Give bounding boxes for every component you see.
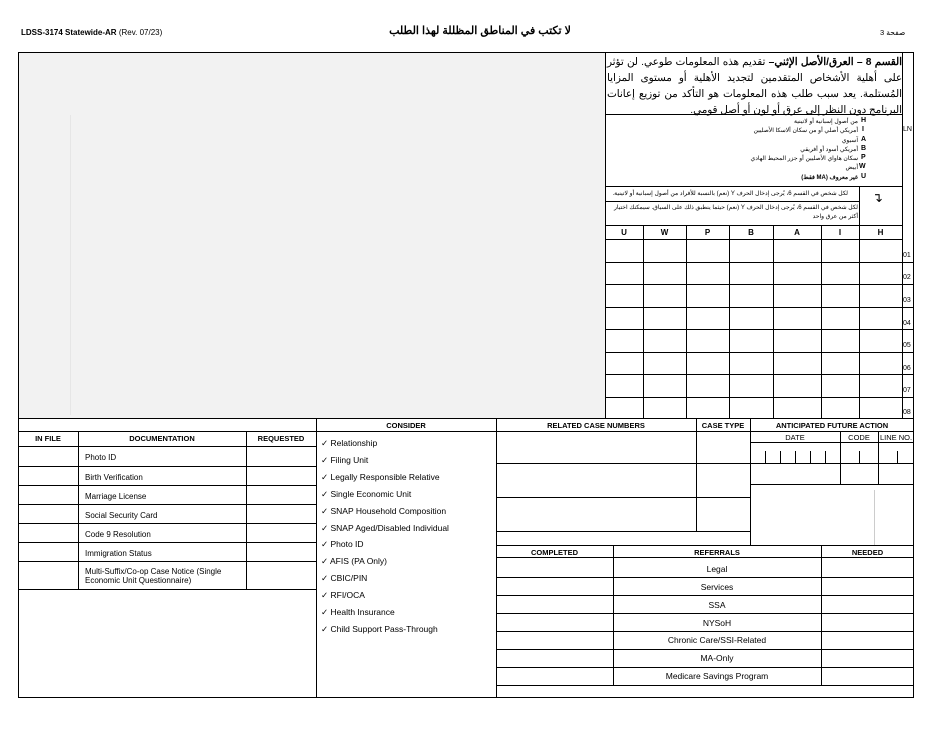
divider: [750, 442, 914, 443]
referral-nysoh: NYSoH: [702, 618, 732, 628]
grid-row-line: [605, 307, 913, 308]
referral-legal: Legal: [706, 564, 728, 574]
consider-snap-aged-disabled: ✓ SNAP Aged/Disabled Individual: [321, 523, 449, 533]
date-tick: [780, 451, 781, 463]
grid-col-line: [643, 225, 644, 418]
lower-section-top: [18, 418, 914, 419]
shaded-office-area: [19, 53, 605, 418]
ref-row-line: [496, 667, 914, 668]
grid-row-line: [605, 352, 913, 353]
date-tick: [765, 451, 766, 463]
divider: [878, 431, 879, 484]
consider-rfi-oca: ✓ RFI/OCA: [321, 590, 365, 600]
divider: [605, 186, 902, 187]
grid-row-line: [605, 262, 913, 263]
divider: [496, 545, 914, 546]
in-file-header: IN FILE: [35, 434, 61, 443]
section8-intro: [607, 55, 902, 119]
divider: [874, 490, 875, 545]
case-type-header: CASE TYPE: [701, 421, 745, 430]
documentation-header: DOCUMENTATION: [129, 434, 195, 443]
row-number-04: 04: [903, 320, 911, 327]
section8-title: القسم 8 – العرق/الأصل الإثني–: [768, 57, 903, 68]
divider: [696, 418, 697, 531]
divider: [316, 431, 496, 432]
legend-a-text: آسيوي: [841, 138, 858, 144]
consider-filing-unit: ✓ Filing Unit: [321, 455, 369, 465]
doc-item-immigration-status: Immigration Status: [85, 549, 152, 558]
anticipated-future-action-header: ANTICIPATED FUTURE ACTION: [775, 421, 889, 430]
consider-single-economic-unit: ✓ Single Economic Unit: [321, 489, 412, 499]
legend-b-text: أمريكي أسود أو أفريقي: [800, 147, 858, 153]
divider: [840, 431, 841, 484]
consider-snap-household: ✓ SNAP Household Composition: [321, 506, 447, 516]
doc-item-photo-id: Photo ID: [85, 453, 117, 462]
ln-label: LN: [903, 126, 912, 133]
doc-row-line: [18, 485, 316, 486]
grid-row-line: [605, 284, 913, 285]
ref-row-line: [496, 685, 914, 686]
divider: [316, 418, 317, 698]
grid-col-line: [729, 225, 730, 418]
legend-i-text: أمريكي أصلي أو من سكان ألاسكا الأصليين: [753, 128, 858, 134]
consider-relationship: ✓ Relationship: [321, 438, 378, 448]
referral-medicare-savings: Medicare Savings Program: [665, 671, 769, 681]
referral-chronic-care: Chronic Care/SSI-Related: [667, 635, 767, 645]
page-number: صفحة 3: [880, 28, 906, 37]
consider-legally-responsible-relative: ✓ Legally Responsible Relative: [321, 472, 440, 482]
doc-item-birth-verification: Birth Verification: [85, 473, 143, 482]
legend-a-code: A: [861, 136, 867, 143]
col-u-header: U: [621, 228, 627, 237]
referral-ma-only: MA-Only: [700, 653, 734, 663]
legend-w-text: أبيض: [845, 165, 858, 171]
doc-row-line: [18, 446, 316, 447]
form-revision: (Rev. 07/23): [118, 28, 163, 37]
section8-right-border: [902, 52, 903, 418]
doc-row-line: [18, 561, 316, 562]
divider: [605, 114, 902, 115]
divider: [246, 431, 247, 589]
divider: [78, 431, 79, 589]
section8-body: تقديم هذه المعلومات طوعي. لن تؤثر على أهلية الأشخاص المتقدمين لتجديد الأهلية أو مستوى المزايا المُستلمة. يعد سبب طلب هذه المعلومات هو التأكد من توزيع إعانات البرنامج دون النظر إلى عرق أو لون أو أصل قومي.: [607, 57, 902, 116]
consider-cbic-pin: ✓ CBIC/PIN: [321, 573, 368, 583]
row-number-08: 08: [903, 409, 911, 416]
arrow-icon: ↴: [872, 190, 883, 205]
referral-ssa: SSA: [708, 600, 726, 610]
divider: [750, 463, 914, 464]
doc-item-marriage-license: Marriage License: [85, 492, 147, 501]
divider: [605, 201, 859, 202]
referral-services: Services: [700, 582, 734, 592]
legend-i-code: I: [862, 126, 864, 133]
legend-u-text: غير معروف (MA فقط): [801, 175, 858, 181]
legend-p-code: P: [861, 154, 866, 161]
divider: [750, 484, 914, 485]
date-header: DATE: [785, 433, 805, 442]
row-number-07: 07: [903, 387, 911, 394]
divider: [496, 531, 750, 532]
needed-header: NEEDED: [851, 548, 884, 557]
referrals-header: REFERRALS: [694, 548, 740, 557]
doc-row-line: [18, 466, 316, 467]
consider-health-insurance: ✓ Health Insurance: [321, 607, 395, 617]
consider-afis: ✓ AFIS (PA Only): [321, 556, 388, 566]
ref-row-line: [496, 613, 914, 614]
divider: [605, 225, 902, 226]
divider: [496, 497, 750, 498]
consider-photo-id: ✓ Photo ID: [321, 539, 364, 549]
form-id-code: LDSS-3174 Statewide-AR: [21, 28, 117, 37]
doc-item-code9-resolution: Code 9 Resolution: [85, 530, 151, 539]
date-tick: [810, 451, 811, 463]
instruction-race: لكل شخص في القسم 6، يُرجى إدخال الحرف Y (نعم) حيثما ينطبق ذلك على السياق. سيمكنك اختيار أكثر من عرق واحد: [613, 205, 858, 220]
completed-header: COMPLETED: [530, 548, 579, 557]
legend-u-code: U: [861, 173, 867, 180]
col-i-header: I: [838, 228, 842, 237]
doc-item-multi-suffix: Multi-Suffix/Co-op Case Notice (Single Economic Unit Questionnaire): [85, 567, 222, 585]
col-p-header: P: [704, 228, 711, 237]
legend-h-text: من أصول إسبانية أو لاتينية: [793, 119, 858, 125]
divider: [18, 431, 316, 432]
line-tick: [897, 451, 898, 463]
grid-row-line: [605, 329, 913, 330]
consider-child-support: ✓ Child Support Pass-Through: [321, 624, 438, 634]
grid-col-line: [686, 225, 687, 418]
date-tick: [825, 451, 826, 463]
row-number-05: 05: [903, 342, 911, 349]
shaded-area-notice: لا تكتب في المناطق المظللة لهذا الطلب: [389, 25, 571, 37]
col-h-header: H: [877, 228, 884, 237]
form-id: [21, 28, 162, 37]
doc-item-social-security-card: Social Security Card: [85, 511, 158, 520]
doc-row-line: [18, 504, 316, 505]
code-header: CODE: [848, 433, 870, 442]
code-tick: [859, 451, 860, 463]
grid-col-line: [821, 225, 822, 418]
doc-row-line: [18, 589, 316, 590]
ref-row-line: [496, 631, 914, 632]
row-number-06: 06: [903, 365, 911, 372]
legend-p-text: سكان هاواي الأصليين أو جزر المحيط الهادي: [750, 156, 858, 162]
divider: [496, 463, 750, 464]
grid-row-line: [605, 397, 913, 398]
instruction-hispanic: لكل شخص في القسم 6، يُرجى إدخال الحرف Y (نعم) بالنسبة للأفراد من أصول إسبانية أو لاتينية.: [612, 191, 848, 197]
race-legend: [610, 118, 858, 188]
col-a-header: A: [794, 228, 800, 237]
grid-col-line: [859, 225, 860, 418]
line-no-header: LINE NO.: [879, 433, 913, 442]
requested-header: REQUESTED: [257, 434, 305, 443]
doc-row-line: [18, 523, 316, 524]
grid-col-line: [773, 225, 774, 418]
ref-row-line: [496, 557, 914, 558]
row-number-01: 01: [903, 252, 911, 259]
divider: [859, 186, 860, 226]
grid-row-line: [605, 374, 913, 375]
legend-h-code: H: [861, 117, 867, 124]
grid-header-line: [605, 239, 902, 240]
consider-header: CONSIDER: [386, 421, 426, 430]
shaded-divider: [70, 115, 71, 415]
doc-row-line: [18, 542, 316, 543]
legend-w-code: W: [859, 163, 866, 170]
row-number-03: 03: [903, 297, 911, 304]
divider: [496, 431, 914, 432]
col-w-header: W: [660, 228, 669, 237]
ref-row-line: [496, 649, 914, 650]
divider: [821, 545, 822, 685]
ref-row-line: [496, 595, 914, 596]
col-b-header: B: [748, 228, 754, 237]
ref-row-line: [496, 577, 914, 578]
date-tick: [795, 451, 796, 463]
row-number-02: 02: [903, 274, 911, 281]
divider: [496, 418, 497, 698]
related-case-numbers-header: RELATED CASE NUMBERS: [547, 421, 645, 430]
legend-b-code: B: [861, 145, 867, 152]
